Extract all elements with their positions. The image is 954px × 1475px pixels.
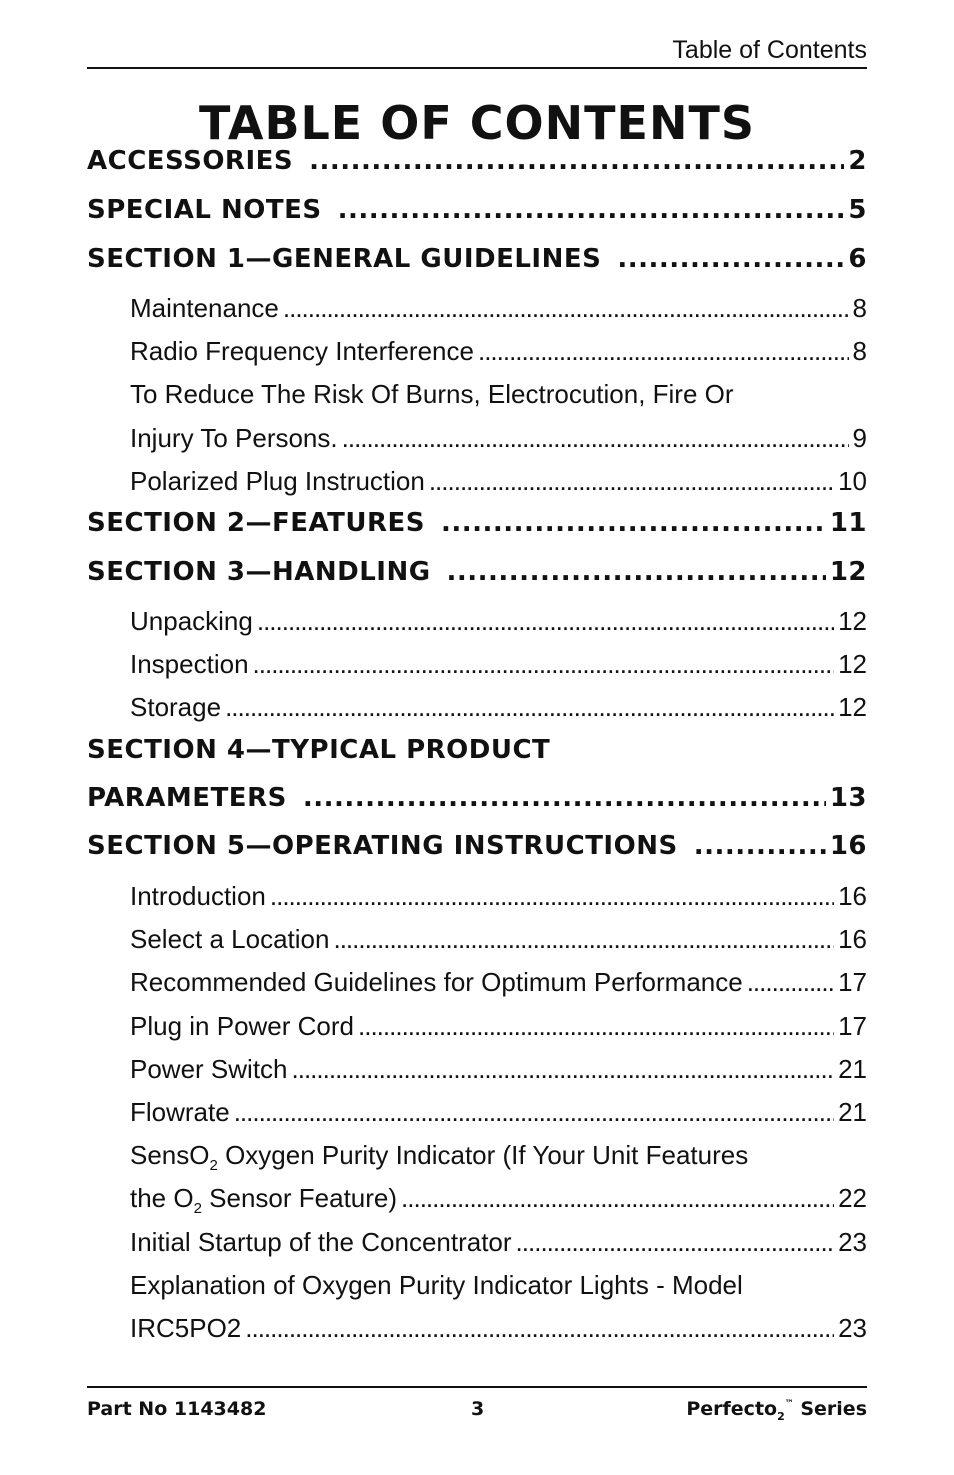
toc-page-number: 11	[829, 508, 867, 538]
toc-entry-label: Select a Location	[130, 924, 330, 954]
series-subscript: 2	[777, 1409, 785, 1423]
footer-rule	[87, 1386, 867, 1388]
toc-entry-section-2[interactable]	[87, 508, 867, 538]
toc-entry-storage[interactable]	[87, 692, 867, 723]
dot-leader	[338, 195, 845, 225]
toc-entry-label: Unpacking	[130, 606, 253, 636]
toc-entry-initial-startup[interactable]	[87, 1227, 867, 1258]
o2-text: the O	[130, 1183, 194, 1213]
toc-entry-section-1[interactable]	[87, 244, 867, 274]
dot-leader	[429, 466, 834, 497]
toc-entry-label: SECTION 5—OPERATING INSTRUCTIONS	[87, 831, 678, 861]
toc-page-number: 6	[848, 244, 867, 274]
toc-entry-label	[130, 1183, 397, 1217]
dot-leader	[358, 1011, 834, 1042]
toc-entry-label: Inspection	[130, 649, 249, 679]
subscript-2: 2	[193, 1200, 202, 1218]
toc-entry-label: Polarized Plug Instruction	[130, 466, 425, 496]
page-title: TABLE OF CONTENTS	[199, 96, 755, 150]
dot-leader	[747, 967, 834, 998]
toc-page-number: 12	[829, 557, 867, 587]
toc-entry-select-location[interactable]	[87, 924, 867, 955]
toc-page-number: 12	[838, 692, 867, 722]
toc-entry-label: Introduction	[130, 881, 266, 911]
dot-leader	[234, 1097, 834, 1128]
toc-entry-label: SPECIAL NOTES	[87, 195, 322, 225]
footer-page-number: 3	[471, 1398, 485, 1420]
toc-entry-label: Flowrate	[130, 1097, 230, 1127]
toc-entry-polarized-plug[interactable]	[87, 466, 867, 497]
dot-leader	[253, 649, 835, 680]
toc-entry-flowrate[interactable]	[87, 1097, 867, 1128]
subscript-2: 2	[209, 1157, 218, 1175]
toc-entry-section-4[interactable]	[87, 783, 867, 813]
toc-entry-maintenance[interactable]	[87, 293, 867, 324]
toc-entry-label: ACCESSORIES	[87, 146, 294, 176]
toc-entry-accessories[interactable]	[87, 146, 867, 176]
footer-series	[686, 1398, 867, 1423]
toc-entry-label: Plug in Power Cord	[130, 1011, 354, 1041]
toc-entry-plug-power-cord[interactable]	[87, 1011, 867, 1042]
dot-leader	[225, 692, 834, 723]
toc-page-number: 13	[829, 783, 867, 813]
toc-entry-section-4-line1[interactable]: SECTION 4—TYPICAL PRODUCT	[87, 735, 551, 765]
toc-entry-recommended-guidelines[interactable]	[87, 967, 867, 998]
dot-leader	[694, 831, 826, 861]
dot-leader	[441, 508, 826, 538]
toc-entry-label: SECTION 2—FEATURES	[87, 508, 425, 538]
toc-page-number: 16	[838, 924, 867, 954]
dot-leader	[401, 1183, 834, 1214]
toc-page-number: 21	[838, 1054, 867, 1084]
toc-page-number: 23	[838, 1313, 867, 1343]
series-name: Perfecto	[686, 1398, 778, 1420]
toc-entry-senso2[interactable]	[87, 1183, 867, 1217]
dot-leader	[303, 783, 826, 813]
toc-page-number: 8	[852, 293, 867, 323]
toc-entry-label: SECTION 3—HANDLING	[87, 557, 431, 587]
toc-entry-radio-frequency[interactable]	[87, 336, 867, 367]
toc-entry-label: Radio Frequency Interference	[130, 336, 474, 366]
toc-page-number: 17	[838, 967, 867, 997]
toc-entry-label: Injury To Persons.	[130, 423, 338, 453]
dot-leader	[516, 1227, 835, 1258]
toc-entry-label: Recommended Guidelines for Optimum Performance	[130, 967, 743, 997]
toc-entry-burns[interactable]	[87, 423, 867, 454]
toc-page-number: 16	[829, 831, 867, 861]
toc-entry-section-5[interactable]	[87, 831, 867, 861]
toc-page-number: 22	[838, 1183, 867, 1213]
toc-page-number: 8	[852, 336, 867, 366]
dot-leader	[447, 557, 826, 587]
toc-entry-senso2-line1[interactable]	[130, 1140, 748, 1174]
toc-page-number: 9	[852, 423, 867, 453]
dot-leader	[333, 924, 834, 955]
toc-entry-label: SECTION 1—GENERAL GUIDELINES	[87, 244, 602, 274]
toc-entry-label: Power Switch	[130, 1054, 288, 1084]
toc-entry-label: Storage	[130, 692, 222, 722]
senso2-text-rest: Oxygen Purity Indicator (If Your Unit Features	[217, 1140, 749, 1170]
toc-entry-special-notes[interactable]	[87, 195, 867, 225]
dot-leader	[270, 881, 834, 912]
toc-entry-unpacking[interactable]	[87, 606, 867, 637]
dot-leader	[309, 146, 844, 176]
toc-entry-section-3[interactable]	[87, 557, 867, 587]
toc-page-number: 5	[848, 195, 867, 225]
toc-page-number: 2	[848, 146, 867, 176]
dot-leader	[342, 423, 849, 454]
dot-leader	[245, 1313, 834, 1344]
toc-entry-power-switch[interactable]	[87, 1054, 867, 1085]
toc-entry-label: Initial Startup of the Concentrator	[130, 1227, 512, 1257]
toc-page-number: 21	[838, 1097, 867, 1127]
toc-entry-lights-line1[interactable]: Explanation of Oxygen Purity Indicator Lights - Model	[130, 1270, 743, 1300]
dot-leader	[478, 336, 849, 367]
toc-entry-lights[interactable]	[87, 1313, 867, 1344]
toc-page-number: 12	[838, 606, 867, 636]
toc-page-number: 16	[838, 881, 867, 911]
series-suffix: Series	[793, 1398, 867, 1420]
dot-leader	[257, 606, 834, 637]
toc-page-number: 17	[838, 1011, 867, 1041]
senso2-text: SensO	[130, 1140, 210, 1170]
toc-entry-label: PARAMETERS	[87, 783, 287, 813]
running-header: Table of Contents	[672, 36, 867, 64]
toc-page-number: 10	[838, 466, 867, 496]
toc-entry-inspection[interactable]	[87, 649, 867, 680]
dot-leader	[617, 244, 844, 274]
toc-entry-label: Maintenance	[130, 293, 279, 323]
dot-leader	[283, 293, 849, 324]
toc-entry-introduction[interactable]	[87, 881, 867, 912]
footer-part-number: Part No 1143482	[87, 1398, 267, 1420]
dot-leader	[292, 1054, 835, 1085]
toc-entry-burns-line1[interactable]: To Reduce The Risk Of Burns, Electrocution, Fire Or	[130, 379, 734, 409]
toc-page-number: 23	[838, 1227, 867, 1257]
header-rule	[87, 67, 867, 69]
toc-page-number: 12	[838, 649, 867, 679]
toc-entry-label: IRC5PO2	[130, 1313, 242, 1343]
o2-text-rest: Sensor Feature)	[201, 1183, 398, 1213]
trademark-symbol: ™	[784, 1399, 794, 1409]
